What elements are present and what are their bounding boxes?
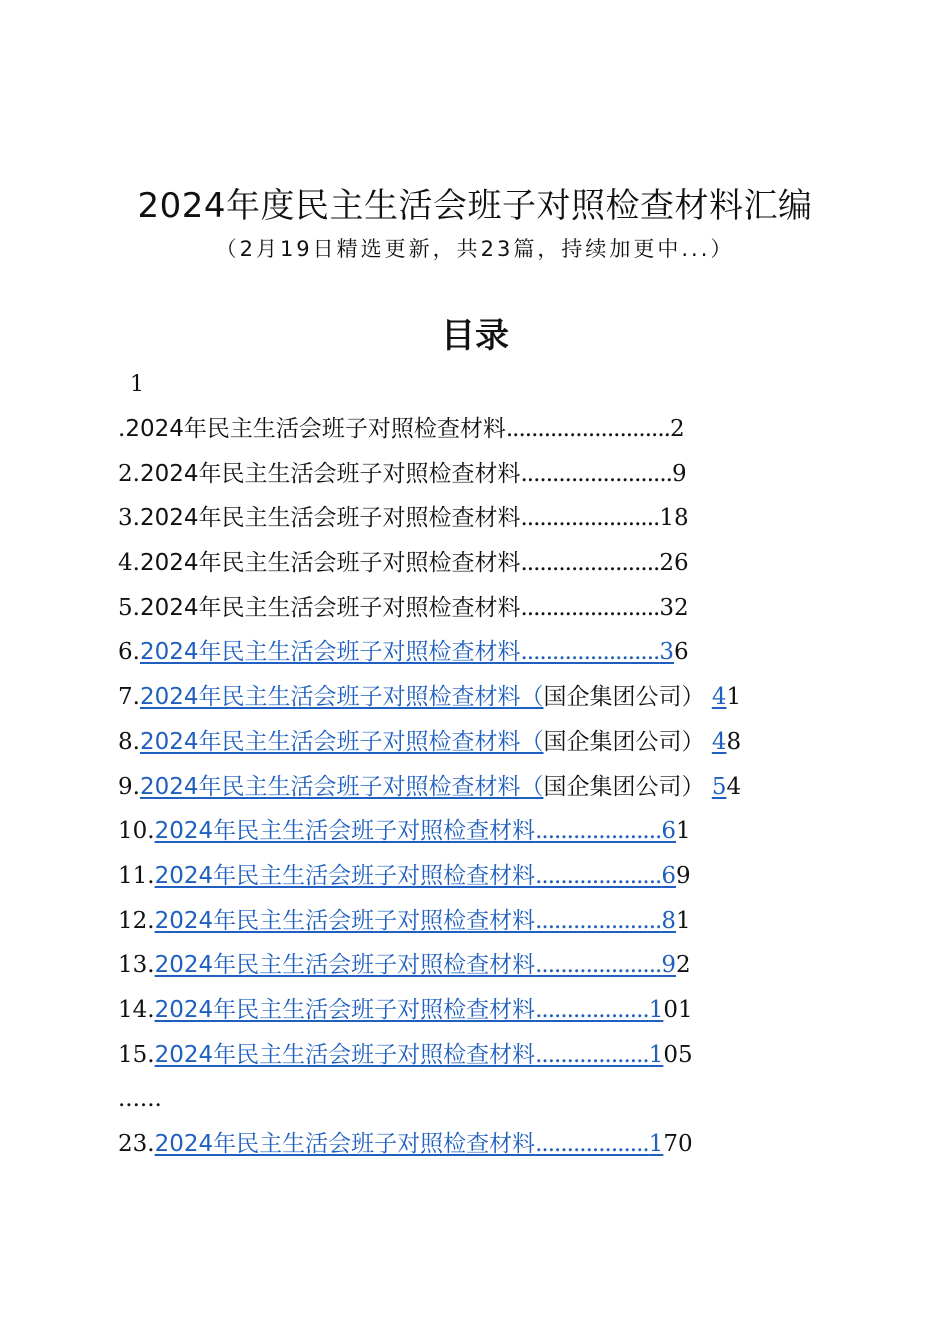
toc-entry bbox=[118, 452, 918, 497]
toc-entry-title: 2024年民主生活会班子对照检查材料 bbox=[154, 1131, 536, 1157]
toc-entry-page: 32 bbox=[659, 594, 689, 621]
toc-entry-link[interactable] bbox=[140, 729, 544, 755]
toc-entry-page: 2 bbox=[669, 416, 685, 442]
toc-entry-leader: .................. bbox=[535, 1041, 649, 1068]
toc-entry-suffix: 国企集团公司） bbox=[543, 728, 705, 755]
toc-entry bbox=[118, 541, 918, 586]
toc-ellipsis bbox=[118, 1077, 918, 1122]
toc-entry bbox=[118, 675, 918, 720]
toc-entry-title: 2024年民主生活会班子对照检查材料 bbox=[139, 505, 521, 532]
toc-entry-body bbox=[125, 416, 670, 442]
toc-entry-suffix: 国企集团公司） bbox=[543, 773, 705, 800]
toc-entry-leader: .................. bbox=[535, 1131, 649, 1157]
toc-entry-title: 2024年民主生活会班子对照检查材料 bbox=[154, 818, 536, 845]
toc-entry-link[interactable] bbox=[155, 997, 664, 1023]
toc-entry bbox=[118, 899, 918, 944]
toc-entry-title: 2024年民主生活会班子对照检查材料 bbox=[154, 862, 536, 889]
document-subtitle: （2月19日精选更新，共23篇，持续加更中...） bbox=[215, 237, 735, 261]
toc-entry-title: 2024年民主生活会班子对照检查材料 bbox=[154, 952, 536, 979]
toc-entry bbox=[118, 407, 918, 452]
toc-entry-number: 7. bbox=[118, 684, 140, 711]
toc-entry-link[interactable] bbox=[140, 774, 544, 800]
toc-entry bbox=[118, 765, 918, 810]
toc-entry-leader: ...................... bbox=[520, 505, 660, 532]
toc-entry-title: 2024年民主生活会班子对照检查材料（ bbox=[139, 684, 544, 711]
toc-entry-leader: ...................... bbox=[520, 550, 660, 577]
toc-entry-leader: ........................ bbox=[520, 460, 672, 487]
toc-entry-title: 2024年民主生活会班子对照检查材料（ bbox=[139, 773, 544, 800]
toc-entry-number: 11. bbox=[118, 862, 155, 889]
toc-entry-link[interactable] bbox=[155, 863, 676, 889]
toc-heading: 目录 bbox=[441, 316, 509, 356]
toc-entry-page-link[interactable]: 3 bbox=[659, 639, 674, 666]
toc-entry-page: 18 bbox=[659, 505, 689, 532]
toc-entry-page-link[interactable]: 9 bbox=[661, 952, 676, 979]
toc-entry-link[interactable] bbox=[155, 952, 676, 978]
toc-entry-body bbox=[140, 505, 659, 531]
toc-entry-number: 8. bbox=[118, 728, 140, 755]
toc-entry-page: 1 bbox=[726, 684, 742, 711]
toc-entry-body bbox=[140, 461, 672, 487]
toc-entry bbox=[118, 630, 918, 675]
toc-entry-number: 9. bbox=[118, 773, 140, 800]
toc-entry-number: 3. bbox=[118, 505, 140, 532]
toc-entry bbox=[118, 988, 918, 1033]
toc-entry-link[interactable] bbox=[155, 1131, 664, 1157]
toc-entry-number: 5. bbox=[118, 594, 140, 621]
toc-entry-page: 2 bbox=[676, 952, 691, 979]
toc-entry-title: 2024年民主生活会班子对照检查材料 bbox=[154, 996, 536, 1023]
toc-entry bbox=[118, 1033, 918, 1078]
toc-entry-leader: .................... bbox=[535, 952, 662, 979]
toc-entry-leader: ...................... bbox=[520, 594, 660, 621]
table-of-contents bbox=[118, 407, 918, 1167]
toc-entry-number: 14. bbox=[118, 996, 155, 1023]
toc-entry-number: 2. bbox=[118, 460, 140, 487]
toc-entry-page: 4 bbox=[726, 773, 742, 800]
toc-entry-page: 26 bbox=[659, 550, 689, 577]
toc-entry bbox=[118, 1122, 918, 1167]
toc-entry-page: 70 bbox=[663, 1131, 693, 1157]
toc-entry-link[interactable] bbox=[155, 818, 676, 844]
toc-entry bbox=[118, 496, 918, 541]
document-title: 2024年度民主生活会班子对照检查材料汇编 bbox=[137, 186, 813, 226]
toc-entry-number: 13. bbox=[118, 952, 155, 979]
toc-entry-link[interactable] bbox=[140, 684, 544, 710]
toc-entry-title: 2024年民主生活会班子对照检查材料 bbox=[125, 416, 506, 442]
toc-entry-page-link[interactable]: 5 bbox=[711, 773, 727, 800]
toc-first-marker: 1 bbox=[130, 372, 144, 397]
toc-entry-page: 05 bbox=[663, 1041, 693, 1068]
toc-entry-leader: .................... bbox=[535, 818, 662, 845]
toc-entry-page-link[interactable]: 6 bbox=[661, 818, 676, 845]
toc-entry-page-link[interactable]: 1 bbox=[648, 1041, 664, 1068]
toc-entry-leader: .................... bbox=[535, 907, 662, 934]
toc-entry-page: 8 bbox=[726, 728, 742, 755]
toc-entry-page-link[interactable]: 1 bbox=[648, 996, 664, 1023]
toc-entry-number: 4. bbox=[118, 550, 140, 577]
toc-entry-suffix: 国企集团公司） bbox=[543, 684, 705, 711]
toc-entry-title: 2024年民主生活会班子对照检查材料 bbox=[139, 639, 521, 666]
toc-entry bbox=[118, 943, 918, 988]
toc-entry-title: 2024年民主生活会班子对照检查材料 bbox=[154, 907, 536, 934]
toc-entry-number: 6. bbox=[118, 639, 140, 666]
toc-entry-page-link[interactable]: 8 bbox=[661, 907, 676, 934]
toc-entry-leader: ...................... bbox=[520, 639, 660, 666]
toc-entry-title: 2024年民主生活会班子对照检查材料（ bbox=[139, 728, 544, 755]
toc-entry-leader: .......................... bbox=[505, 416, 670, 442]
toc-entry-page-link[interactable]: 1 bbox=[648, 1131, 664, 1157]
toc-entry bbox=[118, 586, 918, 631]
toc-entry-page: 9 bbox=[671, 460, 687, 487]
toc-entry-number: 23. bbox=[118, 1131, 155, 1157]
toc-entry bbox=[118, 854, 918, 899]
toc-entry-page: 1 bbox=[676, 818, 691, 845]
toc-entry-page: 01 bbox=[663, 996, 693, 1023]
toc-ellipsis-text: ...... bbox=[118, 1086, 162, 1113]
toc-entry bbox=[118, 720, 918, 765]
toc-entry-leader: .................. bbox=[535, 996, 649, 1023]
toc-entry-number: 10. bbox=[118, 818, 155, 845]
toc-entry-title: 2024年民主生活会班子对照检查材料 bbox=[139, 460, 521, 487]
toc-entry-title: 2024年民主生活会班子对照检查材料 bbox=[139, 594, 521, 621]
toc-entry-link[interactable] bbox=[155, 1042, 664, 1068]
toc-entry-page: 1 bbox=[676, 907, 691, 934]
toc-entry-number: . bbox=[118, 416, 126, 442]
toc-entry-number: 12. bbox=[118, 907, 155, 934]
toc-entry-page: 6 bbox=[673, 639, 689, 666]
toc-entry-number: 15. bbox=[118, 1041, 155, 1068]
toc-entry-link[interactable] bbox=[140, 639, 674, 665]
toc-entry-page-link[interactable]: 4 bbox=[711, 684, 727, 711]
toc-entry-page-link[interactable]: 6 bbox=[661, 862, 676, 889]
toc-entry-leader: .................... bbox=[535, 862, 662, 889]
toc-entry-link[interactable] bbox=[155, 908, 676, 934]
toc-entry-page: 9 bbox=[676, 862, 691, 889]
toc-entry-body bbox=[140, 550, 659, 576]
toc-entry-title: 2024年民主生活会班子对照检查材料 bbox=[139, 550, 521, 577]
toc-entry-title: 2024年民主生活会班子对照检查材料 bbox=[154, 1041, 536, 1068]
toc-entry-page-link[interactable]: 4 bbox=[711, 728, 727, 755]
toc-entry bbox=[118, 809, 918, 854]
toc-entry-body bbox=[140, 595, 659, 621]
